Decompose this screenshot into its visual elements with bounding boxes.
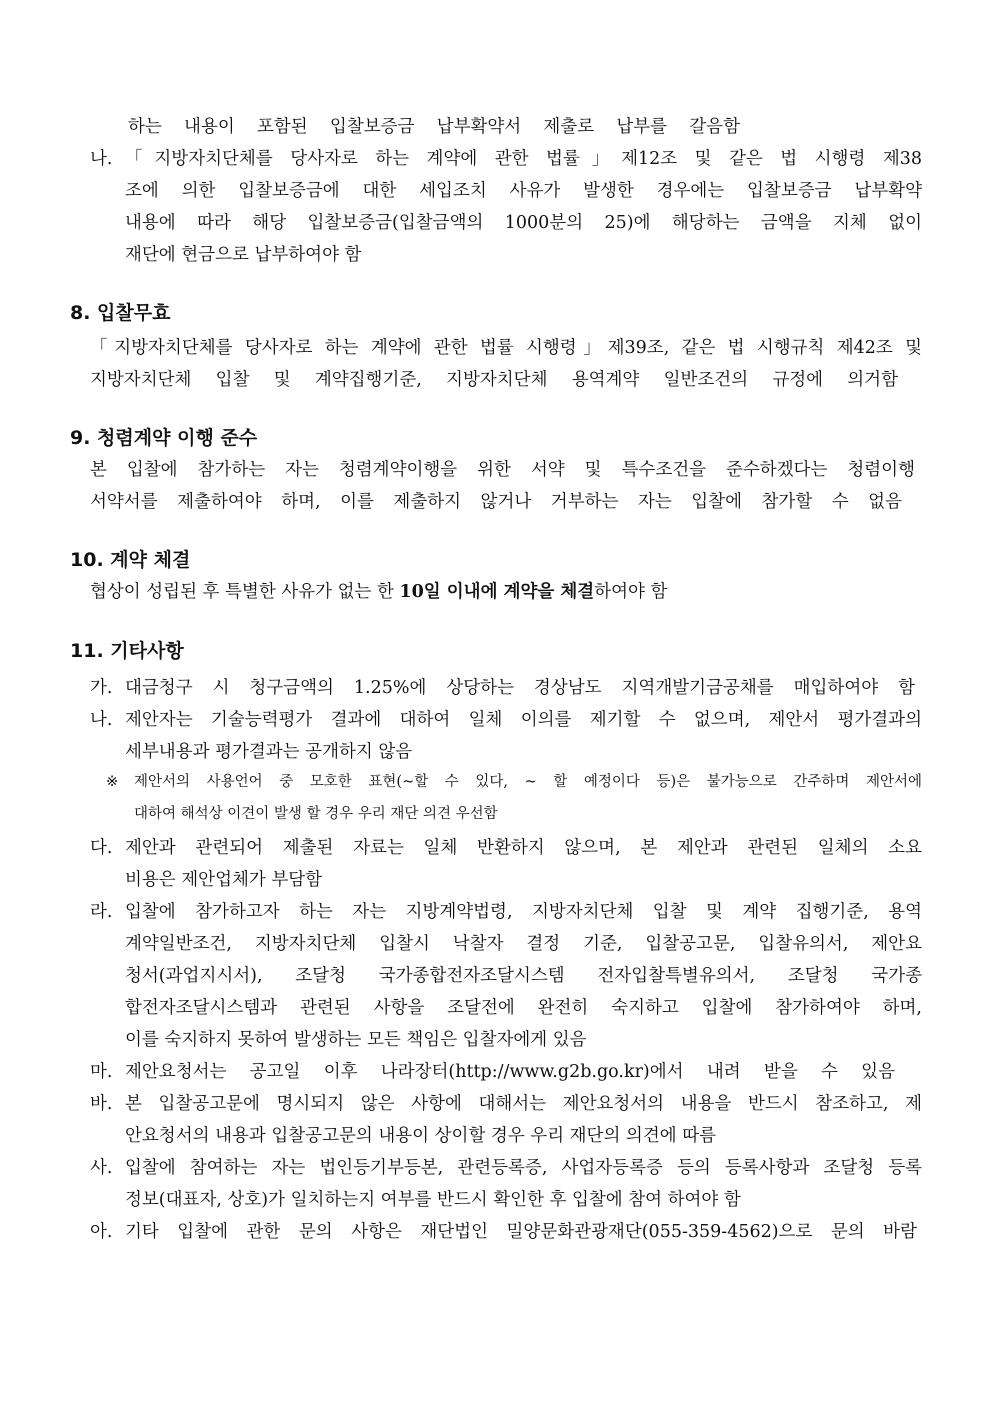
paragraph-text: 하여야 함 [594,582,668,602]
list-item-line: 내용에 따라 해당 입찰보증금(입찰금액의 1000분의 25)에 해당하는 금액을 지체 없이 [125,213,922,233]
list-item-line: 합전자조달시스템과 관련된 사항을 조달전에 완전히 숙지하고 입찰에 참가하여야 하며, [125,998,922,1018]
list-item-line: 세부내용과 평가결과는 공개하지 않음 [125,742,413,762]
list-item-line: 제안과 관련되어 제출된 자료는 일체 반환하지 않으며, 본 제안과 관련된 일체의 소요 [125,838,922,858]
list-marker: 가. [90,678,113,698]
list-item-line: 본 입찰공고문에 명시되지 않은 사항에 대해서는 제안요청서의 내용을 반드시 참조하고, 제 [125,1094,922,1114]
list-item-line: 대금청구 시 청구금액의 1.25%에 상당하는 경상남도 지역개발기금공채를 매입하여야 함 [125,678,915,698]
paragraph-text: 협상이 성립된 후 특별한 사유가 없는 한 [90,582,400,602]
paragraph-line: 서약서를 제출하여야 하며, 이를 제출하지 않거나 거부하는 자는 입찰에 참가할 수 없음 [90,492,902,512]
list-item-line: 제안자는 기술능력평가 결과에 대하여 일체 이의를 제기할 수 없으며, 제안서 평가결과의 [125,710,922,730]
list-marker: 아. [90,1222,113,1242]
paragraph-line: 지방자치단체 입찰 및 계약집행기준, 지방자치단체 용역계약 일반조건의 규정에 의거함 [90,370,898,390]
list-item-line: 「지방자치단체를 당사자로 하는 계약에 관한 법률」제12조 및 같은 법 시행령 제38 [125,149,922,169]
list-item-line: 재단에 현금으로 납부하여야 함 [125,245,362,265]
list-marker: 라. [90,902,113,922]
section-heading: 8. 입찰무효 [70,302,171,324]
section-heading: 10. 계약 체결 [70,549,191,571]
list-item-line: 이를 숙지하지 못하여 발생하는 모든 책임은 입찰자에게 있음 [125,1030,587,1050]
note-line: 대하여 해석상 이견이 발생 할 경우 우리 재단 의견 우선함 [134,806,498,822]
paragraph-line: 본 입찰에 참가하는 자는 청렴계약이행을 위한 서약 및 특수조건을 준수하겠다는 청렴이행 [90,460,915,480]
note-line: 제안서의 사용언어 중 모호한 표현(~할 수 있다, ~ 할 예정이다 등)은 불가능으로 간주하며 제안서에 [134,774,922,790]
list-marker: 나. [90,149,113,169]
list-item-line: 입찰에 참가하고자 하는 자는 지방계약법령, 지방자치단체 입찰 및 계약 집행기준, 용역 [125,902,922,922]
list-item-line: 입찰에 참여하는 자는 법인등기부등본, 관련등록증, 사업자등록증 등의 등록사항과 조달청 등록 [125,1158,922,1178]
section-heading: 11. 기타사항 [70,640,184,662]
list-item-line: 계약일반조건, 지방자치단체 입찰시 낙찰자 결정 기준, 입찰공고문, 입찰유의서, 제안요 [125,934,922,954]
section-heading: 9. 청렴계약 이행 준수 [70,427,258,449]
list-item-line: 제안요청서는 공고일 이후 나라장터(http://www.g2b.go.kr)에서 내려 받을 수 있음 [125,1062,895,1082]
list-item-line: 기타 입찰에 관한 문의 사항은 재단법인 밀양문화관광재단(055-359-4562)으로 문의 바람 [125,1222,917,1242]
list-marker: 다. [90,838,113,858]
paragraph-line: 하는 내용이 포함된 입찰보증금 납부확약서 제출로 납부를 갈음함 [128,117,740,137]
note-marker: ※ [106,774,119,790]
list-item-line: 안요청서의 내용과 입찰공고문의 내용이 상이할 경우 우리 재단의 의견에 따름 [125,1126,717,1146]
list-marker: 나. [90,710,113,730]
paragraph-line: 「지방자치단체를 당사자로 하는 계약에 관한 법률 시행령」제39조, 같은 법 시행규칙 제42조 및 [90,338,922,358]
list-item-line: 청서(과업지시서), 조달청 국가종합전자조달시스템 전자입찰특별유의서, 조달청 국가종 [125,966,922,986]
list-item-line: 조에 의한 입찰보증금에 대한 세입조치 사유가 발생한 경우에는 입찰보증금 납부확약 [125,181,922,201]
paragraph-line [90,581,667,603]
emphasis-text: 10일 이내에 계약을 체결 [399,582,595,602]
list-item-line: 비용은 제안업체가 부담함 [125,870,323,890]
list-marker: 바. [90,1094,113,1114]
list-marker: 마. [90,1062,113,1082]
list-marker: 사. [90,1158,113,1178]
list-item-line: 정보(대표자, 상호)가 일치하는지 여부를 반드시 확인한 후 입찰에 참여 하여야 함 [125,1190,741,1210]
